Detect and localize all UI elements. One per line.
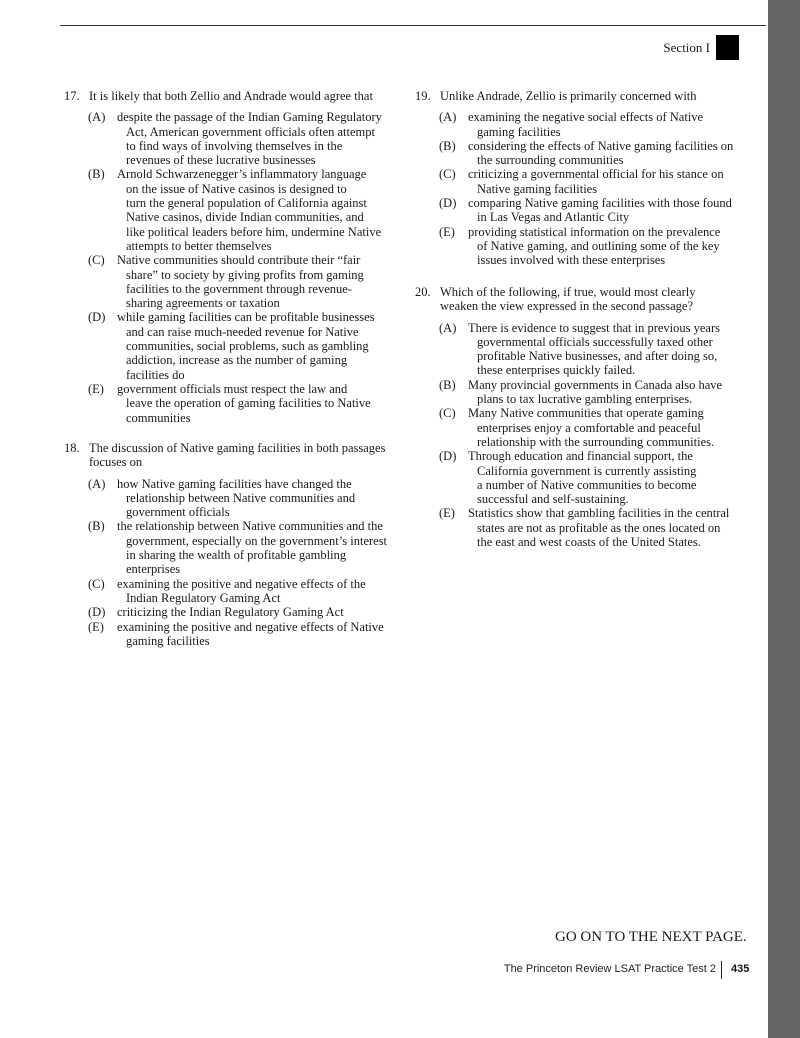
question-19 (415, 89, 760, 268)
option-text: examining the negative social effects of Native gaming facilities (468, 110, 704, 139)
question-stem (415, 285, 760, 314)
answer-option[interactable] (415, 506, 760, 549)
answer-option[interactable] (415, 225, 760, 268)
go-on-notice: GO ON TO THE NEXT PAGE. (555, 929, 747, 945)
option-label: (C) (439, 167, 456, 182)
section-marker (716, 35, 739, 60)
option-label: (D) (88, 310, 106, 325)
page-edge-tab (768, 0, 800, 1038)
option-text: considering the effects of Native gaming facilities on the surrounding communities (468, 138, 734, 168)
answer-option[interactable] (64, 167, 404, 253)
option-text: the relationship between Native communities and the government, especially on the government’s interest in sharing the wealth of profitable gambling enterprises (117, 519, 388, 577)
question-number: 17. (64, 89, 80, 103)
option-label: (B) (439, 138, 456, 153)
option-text: Through education and financial support, the California government is currently assisting a number of Native communities to become successful and self-sustaining. (468, 449, 697, 507)
question-18 (64, 441, 404, 648)
header-rule (60, 25, 766, 26)
option-label: (B) (439, 377, 456, 392)
question-number: 19. (415, 89, 431, 103)
option-text: how Native gaming facilities have changed the relationship between Native communities and government officials (117, 476, 356, 520)
page-number: 435 (731, 963, 750, 975)
answer-option[interactable] (415, 406, 760, 449)
footer-divider (721, 961, 722, 979)
answer-option[interactable] (415, 110, 760, 139)
question-17 (64, 89, 404, 425)
stem-text: Unlike Andrade, Zellio is primarily concerned with (440, 89, 697, 103)
answer-option[interactable] (64, 620, 404, 649)
option-label: (D) (439, 196, 457, 211)
option-text: government officials must respect the law and leave the operation of gaming facilities to Native communities (117, 381, 371, 425)
option-label: (D) (88, 605, 106, 620)
answer-option[interactable] (64, 577, 404, 606)
footer-source: The Princeton Review LSAT Practice Test 2 (503, 963, 716, 975)
answer-option[interactable] (415, 139, 760, 168)
option-label: (C) (88, 253, 105, 268)
option-text: despite the passage of the Indian Gaming Regulatory Act, American government officials often attempt to find ways of involving themselves in the revenues of these lucrative businesses (117, 110, 382, 168)
answer-options (64, 110, 404, 425)
option-text: Many Native communities that operate gaming enterprises enjoy a comfortable and peaceful relationship with the surrounding communities. (468, 406, 715, 449)
option-label: (A) (439, 320, 457, 335)
stem-text: The discussion of Native gaming facilities in both passages focuses on (89, 441, 386, 470)
option-text: Native communities should contribute their “fair share” to society by giving profits from gaming facilities to the government through revenue- sharing agreements or taxation (117, 253, 364, 311)
option-text: examining the positive and negative effects of Native gaming facilities (117, 619, 384, 648)
option-label: (B) (88, 167, 105, 182)
option-label: (E) (439, 506, 455, 521)
answer-option[interactable] (64, 110, 404, 167)
option-label: (D) (439, 449, 457, 464)
option-label: (B) (88, 519, 105, 534)
option-label: (A) (439, 110, 457, 125)
option-label: (E) (439, 224, 455, 239)
option-label: (C) (88, 576, 105, 591)
answer-options (415, 110, 760, 267)
answer-option[interactable] (64, 519, 404, 576)
question-stem (415, 89, 760, 103)
option-text: while gaming facilities can be profitable businesses and can raise much-needed revenue for Native communities, social problems, such as gambling addiction, increase as the number of gaming facilities do (117, 310, 375, 382)
option-text: Statistics show that gambling facilities in the central states are not as profitable as the ones located on the east and west coasts of the United States. (468, 506, 730, 550)
answer-option[interactable] (415, 167, 760, 196)
question-stem (64, 441, 404, 470)
stem-text: It is likely that both Zellio and Andrade would agree that (89, 89, 373, 103)
answer-option[interactable] (64, 310, 404, 381)
question-stem (64, 89, 404, 103)
option-label: (E) (88, 619, 104, 634)
answer-options (64, 477, 404, 649)
answer-option[interactable] (415, 449, 760, 506)
option-text: criticizing the Indian Regulatory Gaming Act (117, 605, 344, 620)
option-text: There is evidence to suggest that in previous years governmental officials successfully taxed other profitable Native businesses, and after doing so, these enterprises quickly failed. (468, 320, 721, 378)
answer-option[interactable] (64, 382, 404, 425)
option-label: (A) (88, 110, 106, 125)
answer-option[interactable] (415, 378, 760, 407)
option-text: examining the positive and negative effects of the Indian Regulatory Gaming Act (117, 576, 366, 605)
question-number: 20. (415, 285, 431, 299)
option-label: (E) (88, 381, 104, 396)
question-20 (415, 285, 760, 549)
answer-option[interactable] (64, 477, 404, 520)
option-text: criticizing a governmental official for his stance on Native gaming facilities (468, 167, 724, 196)
stem-text: Which of the following, if true, would most clearly weaken the view expressed in the second passage? (440, 285, 696, 314)
answer-option[interactable] (415, 321, 760, 378)
answer-option[interactable] (64, 605, 404, 619)
answer-option[interactable] (415, 196, 760, 225)
option-text: Arnold Schwarzenegger’s inflammatory language on the issue of Native casinos is designed to turn the general population of California against Native casinos, divide Indian communities, and like political leaders before him, undermine Native attempts to better themselves (117, 167, 382, 253)
section-label: Section I (663, 40, 710, 55)
question-number: 18. (64, 441, 80, 455)
option-text: comparing Native gaming facilities with those found in Las Vegas and Atlantic City (468, 196, 732, 225)
option-label: (C) (439, 406, 456, 421)
answer-option[interactable] (64, 253, 404, 310)
option-label: (A) (88, 476, 106, 491)
option-text: providing statistical information on the prevalence of Native gaming, and outlining some of the key issues involved with these enterprises (468, 224, 721, 268)
option-text: Many provincial governments in Canada also have plans to tax lucrative gambling enterprises. (468, 377, 723, 407)
answer-options (415, 321, 760, 550)
